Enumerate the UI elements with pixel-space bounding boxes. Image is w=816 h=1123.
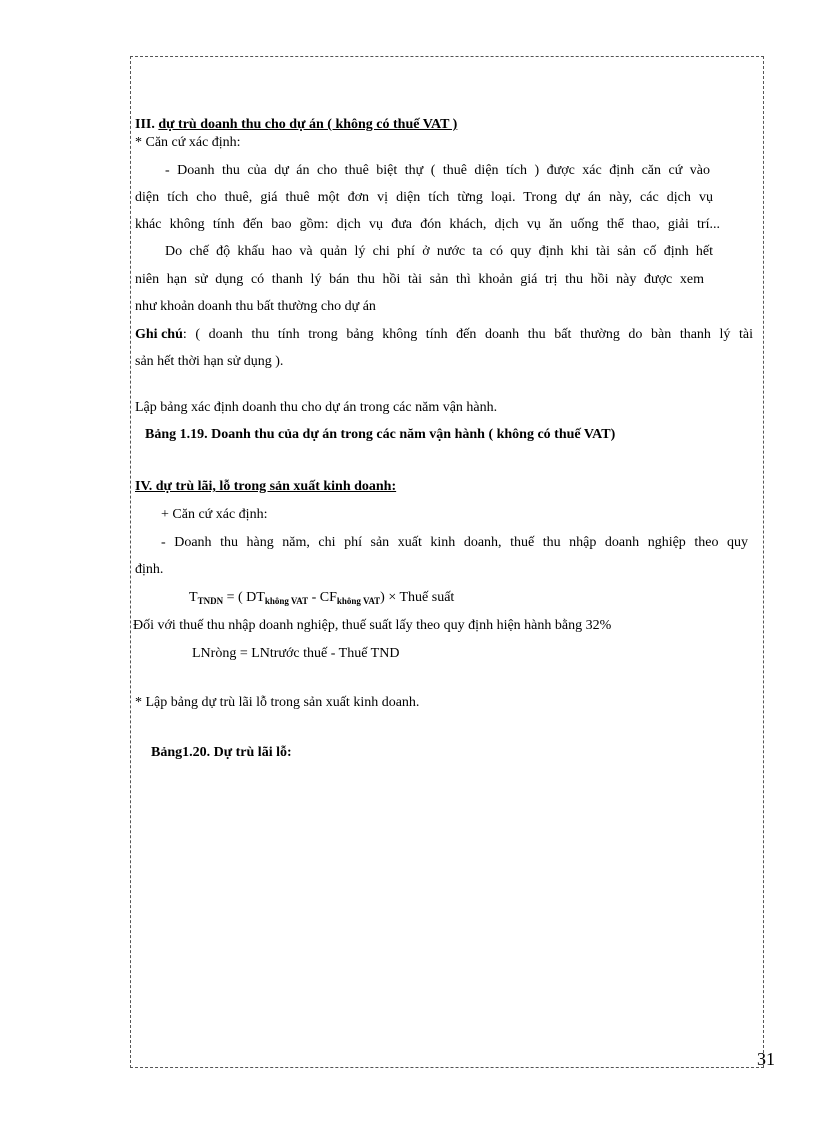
note-text-line1: : ( doanh thu tính trong bảng không tính đến doanh thu bất thường do bàn thanh lý tài	[182, 327, 753, 342]
page-number: 31	[757, 1049, 775, 1069]
section-3-number: III.	[135, 117, 155, 132]
section-3-para2-line3: như khoản doanh thu bất thường cho dự án	[135, 299, 376, 314]
formula-t-subscript: TNDN	[197, 596, 224, 606]
section-3-para1-line1: - Doanh thu của dự án cho thuê biệt thự ( thuê diện tích ) được xác định căn cứ vào	[165, 163, 710, 178]
section-4-heading: IV. dự trù lãi, lỗ trong sản xuất kinh doanh:	[135, 479, 397, 494]
formula-dt-subscript: không VAT	[264, 596, 309, 606]
section-3-heading	[135, 116, 755, 133]
note-line1	[135, 326, 753, 343]
tax-rate-line: Đối với thuế thu nhập doanh nghiệp, thuế suất lấy theo quy định hiện hành bằng 32%	[133, 618, 612, 633]
tax-formula	[189, 589, 809, 610]
section-3-para2-line1: Do chế độ khấu hao và quản lý chi phí ở nước ta có quy định khi tài sản cố định hết	[165, 244, 713, 259]
formula-cf-subscript: không VAT	[336, 596, 381, 606]
section-4-para1-line1: - Doanh thu hàng năm, chi phí sản xuất kinh doanh, thuế thu nhập doanh nghiệp theo quy	[161, 535, 748, 550]
section-4-para1-line2: định.	[135, 562, 164, 577]
formula-dt: = ( DT	[223, 590, 265, 605]
section-3-table-intro: Lập bảng xác định doanh thu cho dự án trong các năm vận hành.	[135, 400, 498, 415]
section-3-para1-line3: khác không tính đến bao gồm: dịch vụ đưa đón khách, dịch vụ ăn uống thể thao, giải trí...	[135, 217, 720, 232]
section-3-para2-line2: niên hạn sử dụng có thanh lý bán thu hồi tài sản thì khoản giá trị thu hồi này được xem	[135, 272, 704, 287]
section-3-title: dự trù doanh thu cho dự án ( không có thuế VAT )	[158, 117, 458, 132]
section-4-basis: + Căn cứ xác định:	[161, 507, 268, 522]
formula-end: ) × Thuế suất	[380, 590, 455, 605]
net-profit-formula: LNròng = LNtrước thuế - Thuế TND	[192, 646, 400, 661]
note-label: Ghi chú	[135, 327, 183, 342]
table-1-19-caption: Bảng 1.19. Doanh thu của dự án trong các năm vận hành ( không có thuế VAT)	[145, 427, 616, 442]
section-4-table-intro: * Lập bảng dự trù lãi lỗ trong sản xuất kinh doanh.	[135, 695, 420, 710]
note-text-line2: sản hết thời hạn sử dụng ).	[135, 354, 284, 369]
table-1-20-caption: Bảng1.20. Dự trù lãi lỗ:	[151, 745, 292, 760]
section-3-para1-line2: diện tích cho thuê, giá thuê một đơn vị diện tích từng loại. Trong dự án này, các dịch vụ	[135, 190, 713, 205]
section-3-basis: * Căn cứ xác định:	[135, 135, 241, 150]
formula-t: T	[189, 590, 198, 605]
formula-cf: - CF	[308, 590, 337, 605]
